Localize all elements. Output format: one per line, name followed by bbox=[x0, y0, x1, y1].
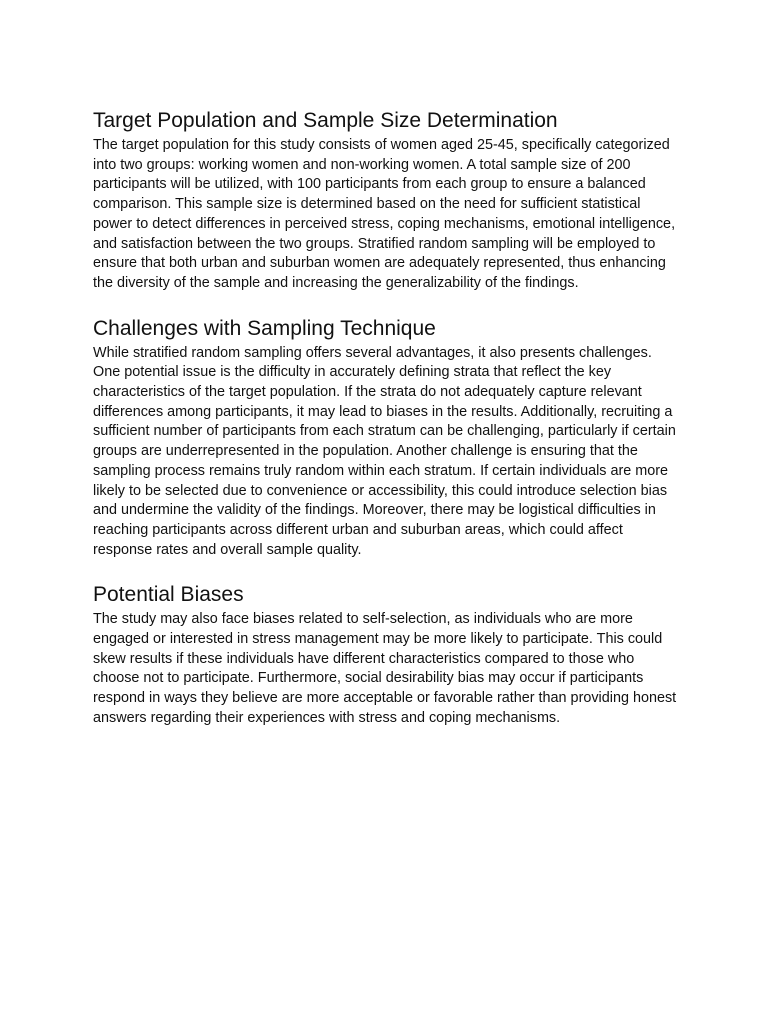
section-sampling-challenges bbox=[93, 314, 683, 561]
section-potential-biases bbox=[93, 580, 683, 728]
section-target-population bbox=[93, 106, 683, 294]
document-page bbox=[93, 106, 683, 729]
section-heading: Potential Biases bbox=[93, 583, 244, 607]
section-heading: Challenges with Sampling Technique bbox=[93, 316, 436, 340]
section-body: The study may also face biases related to self-selection, as individuals who are more engaged or interested in stress management may be more likely to participate. This could skew results if these individuals have different characteristics compared to those who choose not to participate. Furthermore, social desirability bias may occur if participants respond in ways they believe are more acceptable or favorable rather than providing honest answers regarding their experiences with stress and coping mechanisms. bbox=[93, 611, 677, 726]
section-heading: Target Population and Sample Size Determination bbox=[93, 109, 558, 132]
section-body: While stratified random sampling offers several advantages, it also presents challenges. One potential issue is the difficulty in accurately defining strata that reflect the key characteristics of the target population. If the strata do not adequately capture relevant differences among participants, it may lead to biases in the results. Additionally, recruiting a sufficient number of participants from each stratum can be challenging, particularly if certain groups are underrepresented in the population. Another challenge is ensuring that the sampling process remains truly random within each stratum. If certain individuals are more likely to be selected due to convenience or accessibility, this could introduce selection bias and undermine the validity of the findings. Moreover, there may be logistical difficulties in reaching participants across different urban and suburban areas, which could affect response rates and overall sample quality. bbox=[93, 344, 676, 558]
section-body: The target population for this study consists of women aged 25-45, specifically categorized into two groups: working women and non-working women. A total sample size of 200 participants will be utilized, with 100 participants from each group to ensure a balanced comparison. This sample size is determined based on the need for sufficient statistical power to detect differences in perceived stress, coping mechanisms, emotional intelligence, and satisfaction between the two groups. Stratified random sampling will be employed to ensure that both urban and suburban women are adequately represented, thus enhancing the diversity of the sample and increasing the generalizability of the findings. bbox=[93, 137, 676, 291]
